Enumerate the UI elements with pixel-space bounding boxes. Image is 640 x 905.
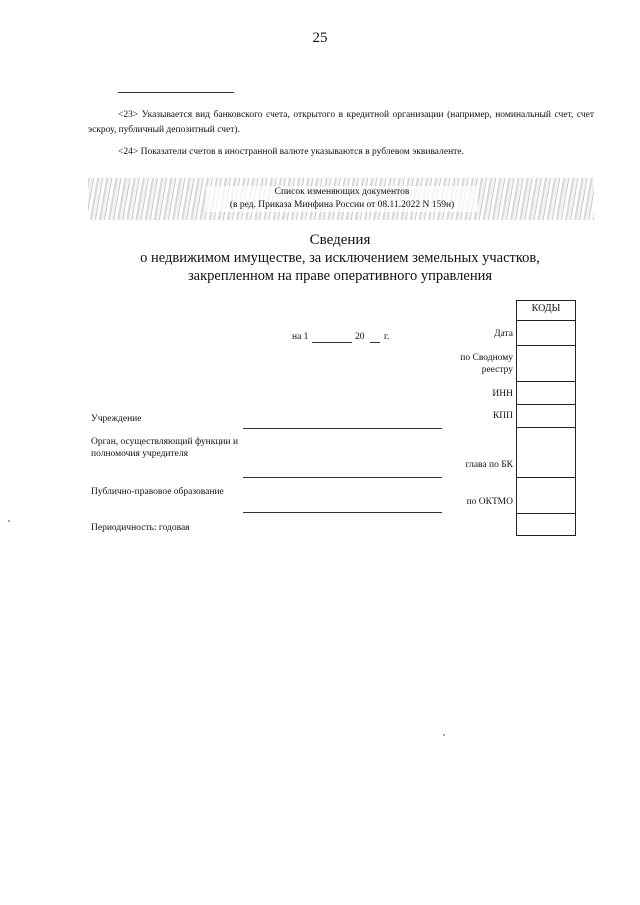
label-inn: ИНН xyxy=(492,389,513,399)
founder-authority-field-line[interactable] xyxy=(243,477,442,478)
label-periodicity: Периодичность: годовая xyxy=(91,523,190,533)
scan-speck xyxy=(443,734,445,736)
form-subtitle xyxy=(0,249,640,285)
amendments-text xyxy=(206,186,478,212)
label-date: Дата xyxy=(494,329,513,339)
codes-row-divider xyxy=(517,345,575,346)
label-oktmo: по ОКТМО xyxy=(466,497,513,507)
form-title: Сведения xyxy=(309,232,371,248)
date-year-blank[interactable] xyxy=(370,342,380,343)
codes-header: КОДЫ xyxy=(531,303,561,314)
label-bk-chapter: глава по БК xyxy=(465,460,513,470)
codes-row-divider xyxy=(517,404,575,405)
form-subtitle-line-2: закрепленном на праве оперативного управления xyxy=(187,268,493,284)
codes-row-divider xyxy=(517,427,575,428)
date-prefix: на 1 xyxy=(292,332,309,342)
form-subtitle-line-1: о недвижимом имуществе, за исключением земельных участков, xyxy=(140,250,540,266)
label-institution: Учреждение xyxy=(91,414,142,424)
label-public-entity: Публично-правовое образование xyxy=(91,487,224,497)
date-mid: 20 xyxy=(355,332,365,342)
scan-speck xyxy=(8,520,10,522)
amendments-line-2: (в ред. Приказа Минфина России от 08.11.2022 N 159н) xyxy=(229,200,455,210)
codes-table xyxy=(516,300,576,536)
amendments-line-1: Список изменяющих документов xyxy=(274,187,410,197)
page-number: 25 xyxy=(312,30,328,46)
footnote-24: <24> Показатели счетов в иностранной валюте указываются в рублевом эквиваленте. xyxy=(118,147,464,157)
label-kpp: КПП xyxy=(492,411,513,421)
codes-row-divider xyxy=(517,477,575,478)
date-suffix: г. xyxy=(384,332,390,342)
label-founder-authority: Орган, осуществляющий функции и полномочия учредителя xyxy=(91,437,239,459)
codes-row-divider xyxy=(517,513,575,514)
footnote-separator xyxy=(118,92,234,93)
codes-row-divider xyxy=(517,381,575,382)
footnote-23: <23> Указывается вид банковского счета, открытого в кредитной организации (например, номинальный счет, счет эскроу, публичный депозитный счет). xyxy=(88,110,594,135)
codes-row-divider xyxy=(517,320,575,321)
label-consolidated-registry: по Сводному реестру xyxy=(460,353,513,375)
public-entity-field-line[interactable] xyxy=(243,512,442,513)
institution-field-line[interactable] xyxy=(243,428,442,429)
date-day-month-blank[interactable] xyxy=(312,342,352,343)
